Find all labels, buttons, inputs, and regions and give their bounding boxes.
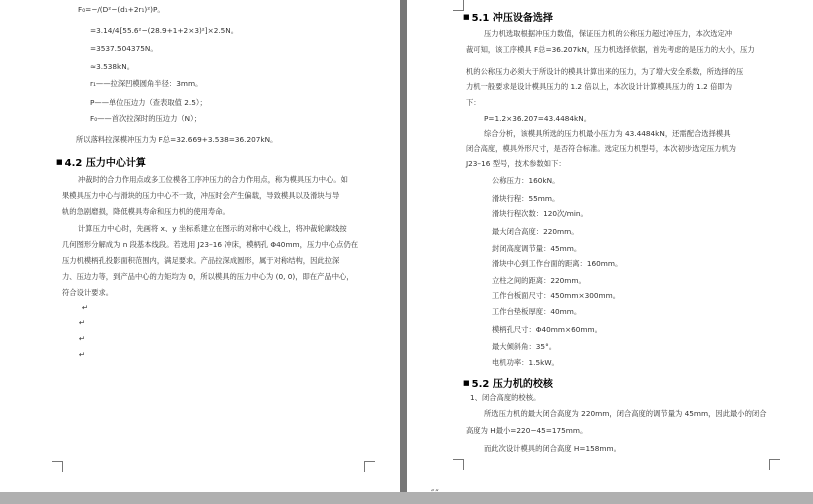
document-page-left <box>0 0 400 492</box>
spec-item: 立柱之间的距离：220mm。 <box>492 276 586 285</box>
body-line: 果模具压力中心与滑块的压力中心不一致，冲压时会产生偏载，导致模具以及滑块与导 <box>62 191 340 200</box>
spec-item: 封闭高度调节量：45mm。 <box>492 244 582 253</box>
bullet-icon: ■ <box>463 13 470 21</box>
spec-item: 滑块中心到工作台面的距离：160mm。 <box>492 259 623 268</box>
bullet-icon: ■ <box>463 379 470 387</box>
status-strip <box>0 489 813 504</box>
spec-item: 模柄孔尺寸：Φ40mm×60mm。 <box>492 325 602 334</box>
body-line: 综合分析，该模具所选的压力机最小压力为 43.4484kN，还需配合选择模具 <box>484 129 731 138</box>
body-line: 符合设计要求。 <box>62 288 114 297</box>
spec-item: 工作台垫板厚度：40mm。 <box>492 307 582 316</box>
paragraph-mark: ↵ <box>82 303 89 312</box>
body-line: 裁可知，该工序模具 F总=36.207kN，压力机选择依据，首先考虑的是压力的大小，压力 <box>466 45 755 54</box>
spec-item: 最大倾斜角：35°。 <box>492 342 557 351</box>
document-page-right <box>407 0 813 492</box>
calc-line: P=1.2×36.207=43.4484kN。 <box>484 114 592 123</box>
formula-line: ≈3.538kN。 <box>90 62 134 71</box>
formula-line: P——单位压边力（查表取值 2.5）； <box>90 98 207 107</box>
body-line: 几何图形分解成为 n 段基本线段。若选用 J23–16 冲床，模柄孔 Φ40mm，压力中心点仍在 <box>62 240 359 249</box>
formula-line: =3537.504375N。 <box>90 44 158 53</box>
body-line: 计算压力中心时，先画将 x、y 坐标系建立在图示的对称中心线上，将冲裁轮廓线按 <box>78 224 347 233</box>
body-line: 冲裁时的合力作用点或多工位模各工序冲压力的合力作用点，称为模具压力中心。如 <box>78 175 348 184</box>
body-line: J23–16 型号，技术参数如下： <box>466 159 566 168</box>
body-line: 所选压力机的最大闭合高度为 220mm，闭合高度的调节量为 45mm，因此最小的闭合 <box>484 409 767 418</box>
formula-line: r₁——拉深凹模圆角半径：3mm。 <box>90 79 203 88</box>
spec-item: 最大闭合高度：220mm。 <box>492 227 579 236</box>
paragraph-mark: ↵ <box>79 350 86 359</box>
body-line: 压力机模柄孔投影面积范围内，满足要求。产品拉深成圆形，属于对称结构，因此拉深 <box>62 256 340 265</box>
section-heading: ■ 5.1 冲压设备选择 <box>463 13 553 24</box>
paragraph-mark: ↵ <box>79 334 86 343</box>
margin-corner-mark <box>769 459 780 470</box>
formula-line: =3.14/4[55.6²−(28.9+1+2×3)²]×2.5N。 <box>90 26 239 35</box>
spec-item: 滑块行程：55mm。 <box>492 194 560 203</box>
sub-heading: 1、闭合高度的校核。 <box>470 393 541 402</box>
margin-corner-mark <box>364 461 375 472</box>
paragraph-mark: ↵ <box>79 318 86 327</box>
section-heading: ■ 4.2 压力中心计算 <box>56 158 146 169</box>
body-line: 下： <box>466 98 481 107</box>
page-gap <box>400 0 407 492</box>
spec-item: 电机功率：1.5kW。 <box>492 358 559 367</box>
formula-line: F₀——首次拉深时的压边力（N）； <box>90 114 202 123</box>
body-line: 力机一般要求是设计模具压力的 1.2 倍以上，本次设计计算模具压力的 1.2 倍即为 <box>466 82 732 91</box>
body-line: 力、压边力等，到产品中心的力矩均为 0，所以模具的压力中心为 (0, 0)，即在产品中心， <box>62 272 354 281</box>
formula-line: F₀=−/(D²−(d₁+2r₁)²)P。 <box>78 5 165 14</box>
margin-corner-mark <box>453 459 464 470</box>
page-indicator: ″″ <box>431 489 440 499</box>
body-line: 轨的急剧磨损，降低模具寿命和压力机的使用寿命。 <box>62 207 230 216</box>
body-line: 高度为 H最小=220−45=175mm。 <box>466 426 588 435</box>
margin-corner-mark <box>52 461 63 472</box>
spec-item: 公称压力：160kN。 <box>492 176 560 185</box>
formula-line: 所以落料拉深模冲压力为 F总=32.669+3.538=36.207kN。 <box>76 135 278 144</box>
body-line: 机的公称压力必须大于所设计的模具计算出来的压力，为了增大安全系数，所选择的压 <box>466 67 744 76</box>
section-heading: ■ 5.2 压力机的校核 <box>463 379 553 390</box>
bullet-icon: ■ <box>56 158 63 166</box>
body-line: 闭合高度，模具外形尺寸，是否符合标准。选定压力机型号，本次初步选定压力机为 <box>466 144 736 153</box>
body-line: 而此次设计模具的闭合高度 H=158mm。 <box>484 444 621 453</box>
body-line: 压力机选取根据冲压力数值，保证压力机的公称压力超过冲压力，本次选定冲 <box>484 29 733 38</box>
spec-item: 滑块行程次数：120次/min。 <box>492 209 588 218</box>
spec-item: 工作台板面尺寸：450mm×300mm。 <box>492 291 621 300</box>
